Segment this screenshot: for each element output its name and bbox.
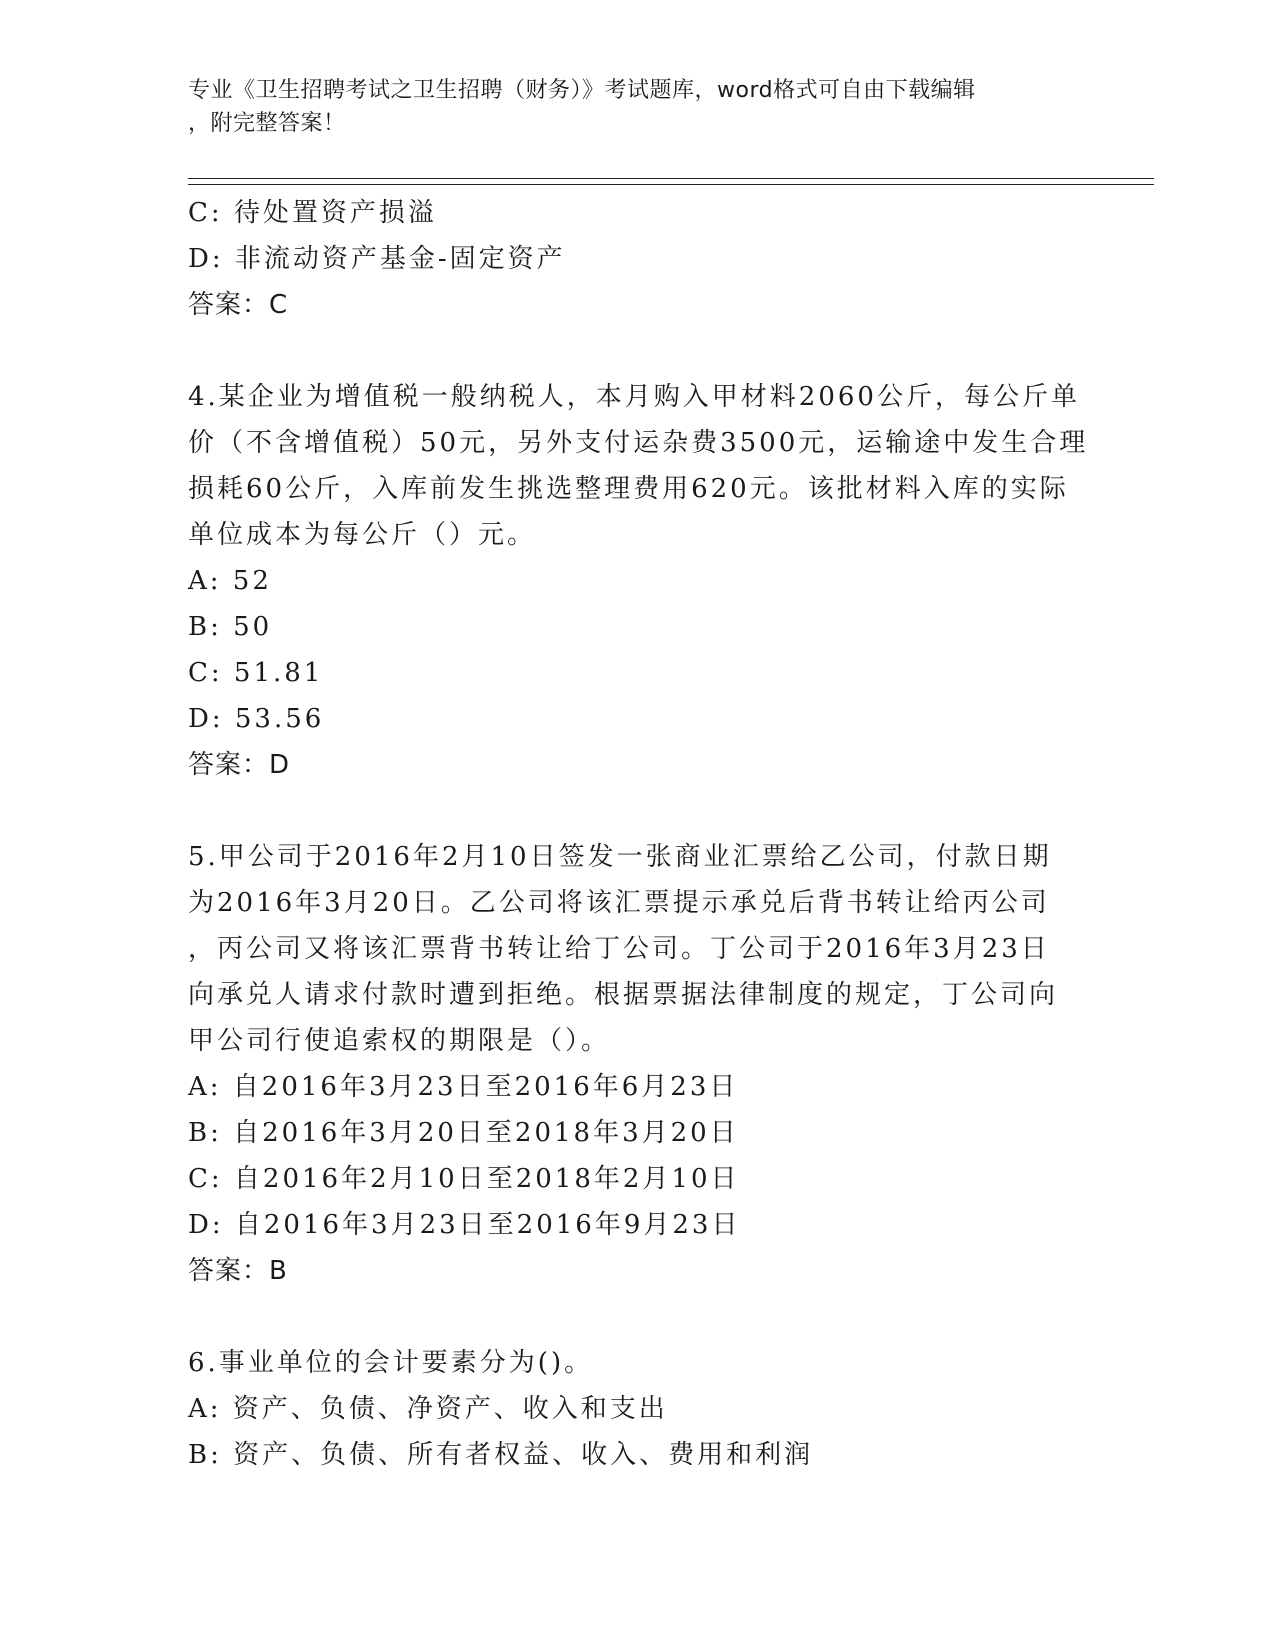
spacer [188,788,1088,834]
option-c: C: 51.81 [188,658,324,688]
option-c: C: 待处置资产损溢 [188,198,437,228]
document-header [188,74,1088,140]
question-stem-line: 向承兑人请求付款时遭到拒绝。根据票据法律制度的规定，丁公司向 [188,980,1059,1010]
option-d: D: 自2016年3月23日至2016年9月23日 [188,1210,741,1240]
question-stem-line: 损耗60公斤，入库前发生挑选整理费用620元。该批材料入库的实际 [188,474,1069,504]
question-stem-line: 6.事业单位的会计要素分为()。 [188,1348,594,1378]
question-content [188,190,1088,1478]
option-c: C: 自2016年2月10日至2018年2月10日 [188,1164,740,1194]
question-stem-line: 甲公司行使追索权的期限是（）。 [188,1026,611,1056]
question-stem-line: 为2016年3月20日。乙公司将该汇票提示承兑后背书转让给丙公司 [188,888,1050,918]
option-a: A: 52 [188,566,272,596]
spacer [188,1294,1088,1340]
option-b: B: 50 [188,612,273,642]
header-rule-bottom [188,184,1154,185]
question-stem-line: 价（不含增值税）50元，另外支付运杂费3500元，运输途中发生合理 [188,428,1089,458]
answer-label: 答案：D [188,750,291,780]
option-d: D: 非流动资产基金-固定资产 [188,244,566,274]
question-stem-line: 单位成本为每公斤（）元。 [188,520,537,550]
option-b: B: 自2016年3月20日至2018年3月20日 [188,1118,739,1148]
header-line-2: ，附完整答案！ [188,111,346,136]
question-stem-line: ，丙公司又将该汇票背书转让给丁公司。丁公司于2016年3月23日 [188,934,1050,964]
question-6 [188,1340,1088,1478]
question-stem-line: 4.某企业为增值税一般纳税人，本月购入甲材料2060公斤，每公斤单 [188,382,1080,412]
option-a: A: 自2016年3月23日至2016年6月23日 [188,1072,739,1102]
option-b: B: 资产、负债、所有者权益、收入、费用和利润 [188,1440,814,1470]
question-4 [188,374,1088,788]
spacer [188,328,1088,374]
answer-label: 答案：C [188,290,289,320]
option-d: D: 53.56 [188,704,325,734]
answer-label: 答案：B [188,1256,288,1286]
question-5 [188,834,1088,1294]
question-3 [188,190,1088,328]
header-line-1: 专业《卫生招聘考试之卫生招聘（财务）》考试题库，word格式可自由下载编辑 [188,78,976,103]
header-rule-top [188,178,1154,179]
question-stem-line: 5.甲公司于2016年2月10日签发一张商业汇票给乙公司，付款日期 [188,842,1052,872]
option-a: A: 资产、负债、净资产、收入和支出 [188,1394,668,1424]
